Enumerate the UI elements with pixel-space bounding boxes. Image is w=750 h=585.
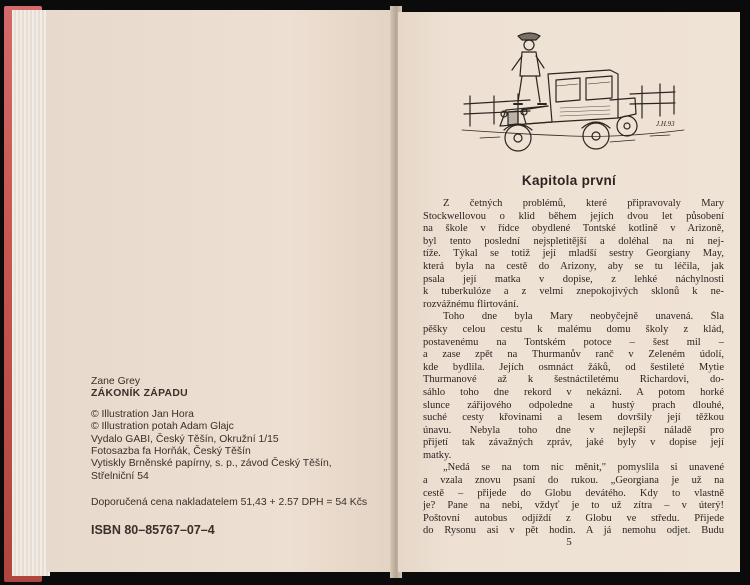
body-text (423, 198, 724, 538)
text-line: která byla na cestě do Arizony, aby se tu léčila, jak (423, 260, 724, 272)
text-line: na škole v řídce obydlené Tontské kotlině v Arizoně, (423, 223, 724, 235)
text-line: Thurmanové až k šestnáctiletému Richardovi, do- (423, 374, 724, 386)
price-line: Doporučená cena nakladatelem 51,43 + 2.57 DPH = 54 Kčs (91, 497, 368, 509)
credit-line: © Illustration potah Adam Glajc (91, 421, 234, 433)
credit-line: Fotosazba fa Horňák, Český Těšín (91, 446, 251, 458)
text-line: k tuberkulóze a z velmi znepokojivých sklonů k ne- (423, 286, 724, 298)
text-line: sáhlo toho dne rekord v nekázni. A potom horké (423, 386, 724, 398)
text-line: cestě – přijede do Globu devátého. Kdy to vlastně (423, 487, 724, 499)
credit-line: Vydalo GABI, Český Těšín, Okružní 1/15 (91, 433, 279, 445)
text-line: rozvážnému flirtování. (423, 298, 519, 310)
text-line: Z četných problémů, které připravovaly Mary (443, 198, 724, 209)
imprint-block (91, 376, 381, 536)
right-page (398, 12, 740, 572)
text-line: Toho dne byla Mary neobyčejně unavená. Šla (443, 311, 724, 323)
text-line: matky. (423, 449, 452, 461)
text-line: a zase zpět na Thurmanův ranč v Zeleném údolí, (423, 349, 724, 361)
car-illustration (460, 26, 686, 172)
text-line: tíže. Týkal se totiž její mladší sestry Georgiany May, (423, 248, 724, 260)
left-page (46, 10, 394, 572)
credit-line: Střelniční 54 (91, 470, 149, 482)
text-line: psala její matka v dopise, z lehké náchylnosti (423, 273, 724, 285)
credit-line: © Illustration Jan Hora (91, 408, 194, 420)
text-line: „Nedá se na tom nic měnit," pomyslila si unavené (443, 462, 724, 474)
text-line: slunce zářijového odpoledne a hustý prach dlouhé, (423, 399, 724, 411)
page-edges (12, 10, 50, 576)
book-title: ZÁKONÍK ZÁPADU (91, 388, 188, 400)
text-line: únavu. Nebyla toho dne v nejlepší náladě pro (423, 424, 724, 436)
text-line: byl tento poslední nejspletitější a doléhal na ni nej- (423, 235, 724, 247)
author-name: Zane Grey (91, 376, 141, 387)
text-line: je? Pane na nebi, vždyť je to už zítra – v úterý! (423, 500, 724, 512)
chapter-title: Kapitola první (521, 173, 617, 188)
text-line: postavenému na Tontském potoce – šest mil – (423, 336, 724, 348)
text-line: do Rysonu asi v pět hodin. A já nemohu odjet. Budu (423, 525, 724, 537)
text-line: přijetí tak závažných zpráv, jaké byly v dopise její (423, 437, 724, 449)
text-line: Poštovní autobus odjíždí z Globu ve středu. Přijede (423, 512, 724, 524)
text-line: kde bydlila. Jejích osmnáct žáků, od šestileté Mytie (423, 361, 724, 373)
text-line: Stockwellovou o klid během jejích dvou let působení (423, 210, 724, 222)
text-line: a vzala znovu psaní do rukou. „Georgiana je už na (423, 475, 724, 487)
text-line: pěšky celou cestu k malému domu školy z klád, (423, 323, 724, 335)
credit-line: Vytiskly Brněnské papírny, s. p., závod Český Těšín, (91, 458, 332, 470)
page-number: 5 (566, 536, 572, 548)
illustration-signature: J.H.93 (656, 120, 675, 128)
text-line: suché cesty křovinami a lesem dovršily její těžkou (423, 412, 724, 424)
isbn-line: ISBN 80–85767–07–4 (91, 522, 215, 537)
